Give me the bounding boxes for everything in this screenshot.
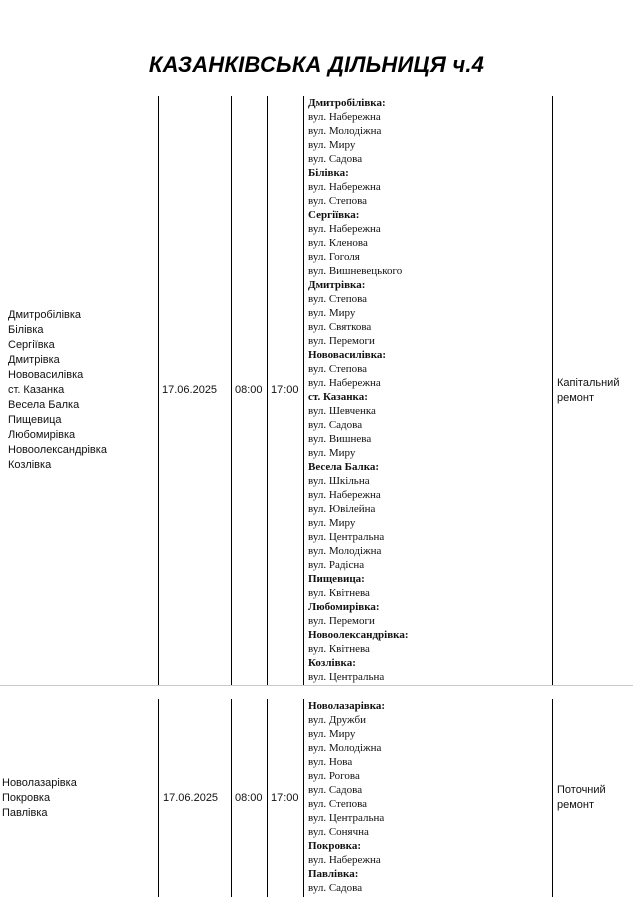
street-name: вул. Набережна bbox=[308, 854, 381, 866]
outage-date: 17.06.2025 bbox=[163, 791, 219, 804]
street-name: вул. Степова bbox=[308, 798, 368, 810]
street-group-village: Дмитрівка: bbox=[308, 279, 366, 291]
village-name: Козлівка bbox=[8, 459, 52, 471]
column-divider bbox=[267, 699, 268, 897]
street-group bbox=[308, 600, 550, 628]
village-name: Павлівка bbox=[2, 806, 48, 819]
street-name: вул. Миру bbox=[308, 139, 356, 151]
work-type: Капітальний ремонт bbox=[557, 376, 620, 404]
village-name: ст. Казанка bbox=[8, 384, 65, 396]
street-name: вул. Набережна bbox=[308, 181, 381, 193]
end-time: 17:00 bbox=[271, 791, 299, 804]
column-divider bbox=[231, 699, 232, 897]
street-name: вул. Молодіжна bbox=[308, 545, 382, 557]
street-group-village: Новолазарівка: bbox=[308, 700, 386, 712]
street-name: вул. Вишневецького bbox=[308, 265, 403, 277]
street-group bbox=[308, 867, 550, 895]
street-group bbox=[308, 572, 550, 600]
villages-cell bbox=[2, 699, 154, 897]
street-name: вул. Набережна bbox=[308, 223, 381, 235]
street-name: вул. Святкова bbox=[308, 321, 372, 333]
street-name: вул. Нова bbox=[308, 756, 353, 768]
street-name: вул. Миру bbox=[308, 728, 356, 740]
column-divider bbox=[303, 96, 304, 685]
street-group-village: Сергіївка: bbox=[308, 209, 360, 221]
work-type: Поточний ремонт bbox=[557, 784, 606, 811]
street-group bbox=[308, 460, 550, 572]
column-divider bbox=[552, 699, 553, 897]
street-name: вул. Рогова bbox=[308, 770, 360, 782]
table-row bbox=[0, 685, 633, 897]
column-divider bbox=[303, 699, 304, 897]
start-time: 08:00 bbox=[235, 384, 263, 396]
table-row bbox=[0, 96, 633, 685]
street-name: вул. Миру bbox=[308, 307, 356, 319]
street-group-village: Весела Балка: bbox=[308, 461, 380, 473]
street-group bbox=[308, 96, 550, 166]
street-group bbox=[308, 699, 550, 839]
street-group bbox=[308, 208, 550, 278]
street-name: вул. Сонячна bbox=[308, 826, 369, 838]
street-name: вул. Степова bbox=[308, 293, 368, 305]
street-name: вул. Садова bbox=[308, 153, 363, 165]
column-divider bbox=[267, 96, 268, 685]
start-time-cell bbox=[235, 96, 267, 685]
street-name: вул. Гоголя bbox=[308, 251, 360, 263]
street-name: вул. Набережна bbox=[308, 377, 381, 389]
street-group-village: Любомирівка: bbox=[308, 601, 380, 613]
end-time-cell bbox=[271, 96, 303, 685]
page-title: КАЗАНКІВСЬКА ДІЛЬНИЦЯ ч.4 bbox=[148, 52, 485, 77]
street-group bbox=[308, 839, 550, 867]
streets-cell bbox=[308, 96, 550, 684]
village-name: Покровка bbox=[2, 791, 51, 804]
street-group-village: ст. Казанка: bbox=[308, 391, 368, 403]
street-group-village: Нововасилівка: bbox=[308, 349, 387, 361]
street-group bbox=[308, 166, 550, 208]
street-name: вул. Ювілейна bbox=[308, 503, 376, 515]
work-type-cell bbox=[557, 96, 627, 685]
street-name: вул. Шкільна bbox=[308, 475, 370, 487]
street-name: вул. Центральна bbox=[308, 531, 385, 543]
street-name: вул. Садова bbox=[308, 882, 363, 894]
villages-cell bbox=[8, 96, 156, 685]
street-group-village: Білівка: bbox=[308, 167, 349, 179]
date-cell bbox=[162, 96, 230, 685]
start-time-cell bbox=[235, 699, 267, 897]
street-name: вул. Квітнева bbox=[308, 643, 370, 655]
street-name: вул. Перемоги bbox=[308, 615, 375, 627]
village-name: Новолазарівка bbox=[2, 776, 77, 789]
street-group-village: Павлівка: bbox=[308, 868, 359, 880]
street-name: вул. Радісна bbox=[308, 559, 365, 571]
village-name: Пищевица bbox=[8, 414, 62, 426]
street-name: вул. Степова bbox=[308, 195, 368, 207]
date-cell bbox=[163, 699, 231, 897]
street-group-village: Новоолександрівка: bbox=[308, 629, 409, 641]
village-name: Любомирівка bbox=[8, 429, 76, 441]
street-group bbox=[308, 628, 550, 656]
street-name: вул. Миру bbox=[308, 447, 356, 459]
street-group-village: Покровка: bbox=[308, 840, 362, 852]
street-name: вул. Кленова bbox=[308, 237, 368, 249]
street-name: вул. Набережна bbox=[308, 489, 381, 501]
street-name: вул. Степова bbox=[308, 363, 368, 375]
column-divider bbox=[158, 699, 159, 897]
street-group-village: Дмитробілівка: bbox=[308, 97, 386, 109]
village-name: Нововасилівка bbox=[8, 369, 84, 381]
street-group bbox=[308, 348, 550, 390]
village-name: Дмитрівка bbox=[8, 354, 60, 366]
street-name: вул. Садова bbox=[308, 419, 363, 431]
street-name: вул. Центральна bbox=[308, 812, 385, 824]
street-name: вул. Центральна bbox=[308, 671, 385, 683]
street-group-village: Пищевица: bbox=[308, 573, 365, 585]
village-name: Білівка bbox=[8, 324, 44, 336]
village-name: Дмитробілівка bbox=[8, 309, 82, 321]
street-name: вул. Садова bbox=[308, 784, 363, 796]
street-group bbox=[308, 656, 550, 684]
street-group bbox=[308, 390, 550, 460]
work-type-cell bbox=[557, 699, 627, 897]
street-name: вул. Миру bbox=[308, 517, 356, 529]
village-name: Сергіївка bbox=[8, 339, 55, 351]
end-time: 17:00 bbox=[271, 384, 299, 396]
outage-date: 17.06.2025 bbox=[162, 384, 218, 396]
column-divider bbox=[231, 96, 232, 685]
street-name: вул. Набережна bbox=[308, 111, 381, 123]
street-name: вул. Квітнева bbox=[308, 587, 370, 599]
village-name: Новоолександрівка bbox=[8, 444, 107, 456]
street-name: вул. Шевченка bbox=[308, 405, 376, 417]
village-name: Весела Балка bbox=[8, 399, 80, 411]
street-group-village: Козлівка: bbox=[308, 657, 356, 669]
street-name: вул. Молодіжна bbox=[308, 742, 382, 754]
start-time: 08:00 bbox=[235, 791, 263, 804]
end-time-cell bbox=[271, 699, 303, 897]
street-name: вул. Молодіжна bbox=[308, 125, 382, 137]
column-divider bbox=[158, 96, 159, 685]
street-group bbox=[308, 278, 550, 348]
street-name: вул. Вишнева bbox=[308, 433, 372, 445]
streets-cell bbox=[308, 699, 550, 895]
column-divider bbox=[552, 96, 553, 685]
street-name: вул. Дружби bbox=[308, 714, 366, 726]
street-name: вул. Перемоги bbox=[308, 335, 375, 347]
